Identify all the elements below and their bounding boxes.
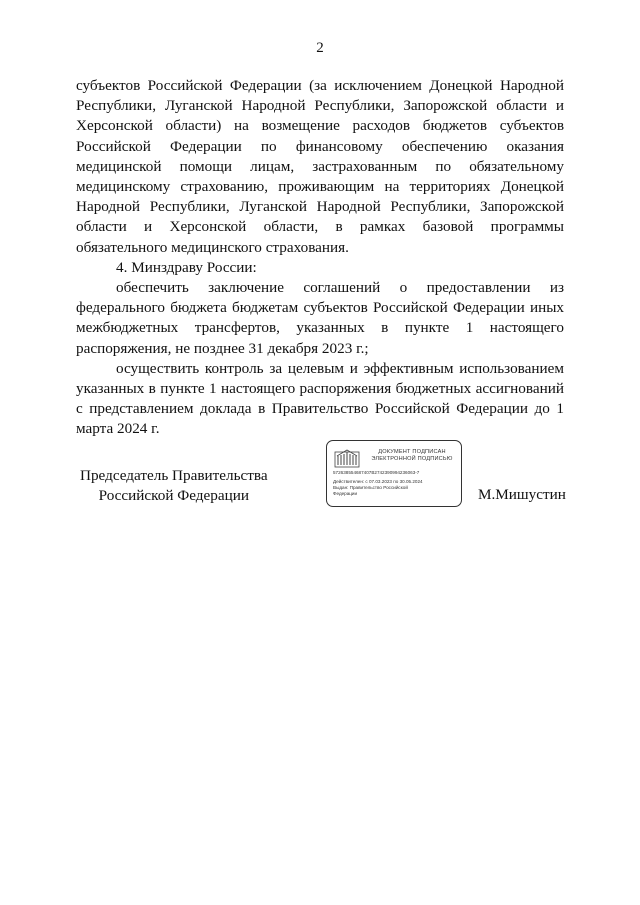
stamp-title-line2: ЭЛЕКТРОННОЙ ПОДПИСЬЮ <box>371 456 453 462</box>
stamp-title-line1: ДОКУМЕНТ ПОДПИСАН <box>378 449 446 455</box>
signatory-position-line1: Председатель Правительства <box>80 467 268 484</box>
paragraph-continuation: субъектов Российской Федерации (за исключением Донецкой Народной Республики, Луганской Народной Республики, Запорожской области и Херсонской области) на возмещение расходов бюджетов субъектов Российской Федерации по финансовому обеспечению оказания медицинской помощи лицам, застрахованным по обязательному медицинскому страхованию, проживающим на территориях Донецкой Народной Республики, Луганской Народной Республики, Запорожской области и Херсонской области, в рамках базовой программы обязательного медицинского страхования. <box>76 77 564 256</box>
electronic-signature-stamp <box>326 440 462 507</box>
stamp-validity: Действителен: с 07.03.2023 по 30.05.2024 <box>333 479 423 484</box>
stamp-issued-line2: Федерации <box>333 491 358 496</box>
signatory-name: М.Мишустин <box>478 486 566 503</box>
signatory-position <box>80 466 268 506</box>
stamp-issued-line1: Выдан: Правительство Российской <box>333 485 408 490</box>
coat-of-arms-icon <box>333 447 361 469</box>
paragraph-item-4-heading: 4. Минздраву России: <box>116 258 257 276</box>
paragraph-control: осуществить контроль за целевым и эффективным использованием указанных в пункте 1 настоящего распоряжения бюджетных ассигнований с представлением доклада в Правительство Российской Федерации до 1 марта 2024 г. <box>76 359 564 438</box>
stamp-certificate: 572638554687407B2742390994236063-7 <box>333 470 420 475</box>
document-body <box>76 76 564 440</box>
paragraph-ensure-agreements: обеспечить заключение соглашений о предоставлении из федерального бюджета бюджетам субъектов Российской Федерации иных межбюджетных трансфертов, указанных в пункте 1 настоящего распоряжения, не позднее 31 декабря 2023 г.; <box>76 279 564 357</box>
page-number: 2 <box>316 40 324 56</box>
signatory-position-line2: Российской Федерации <box>98 487 249 504</box>
stamp-title <box>365 449 459 463</box>
